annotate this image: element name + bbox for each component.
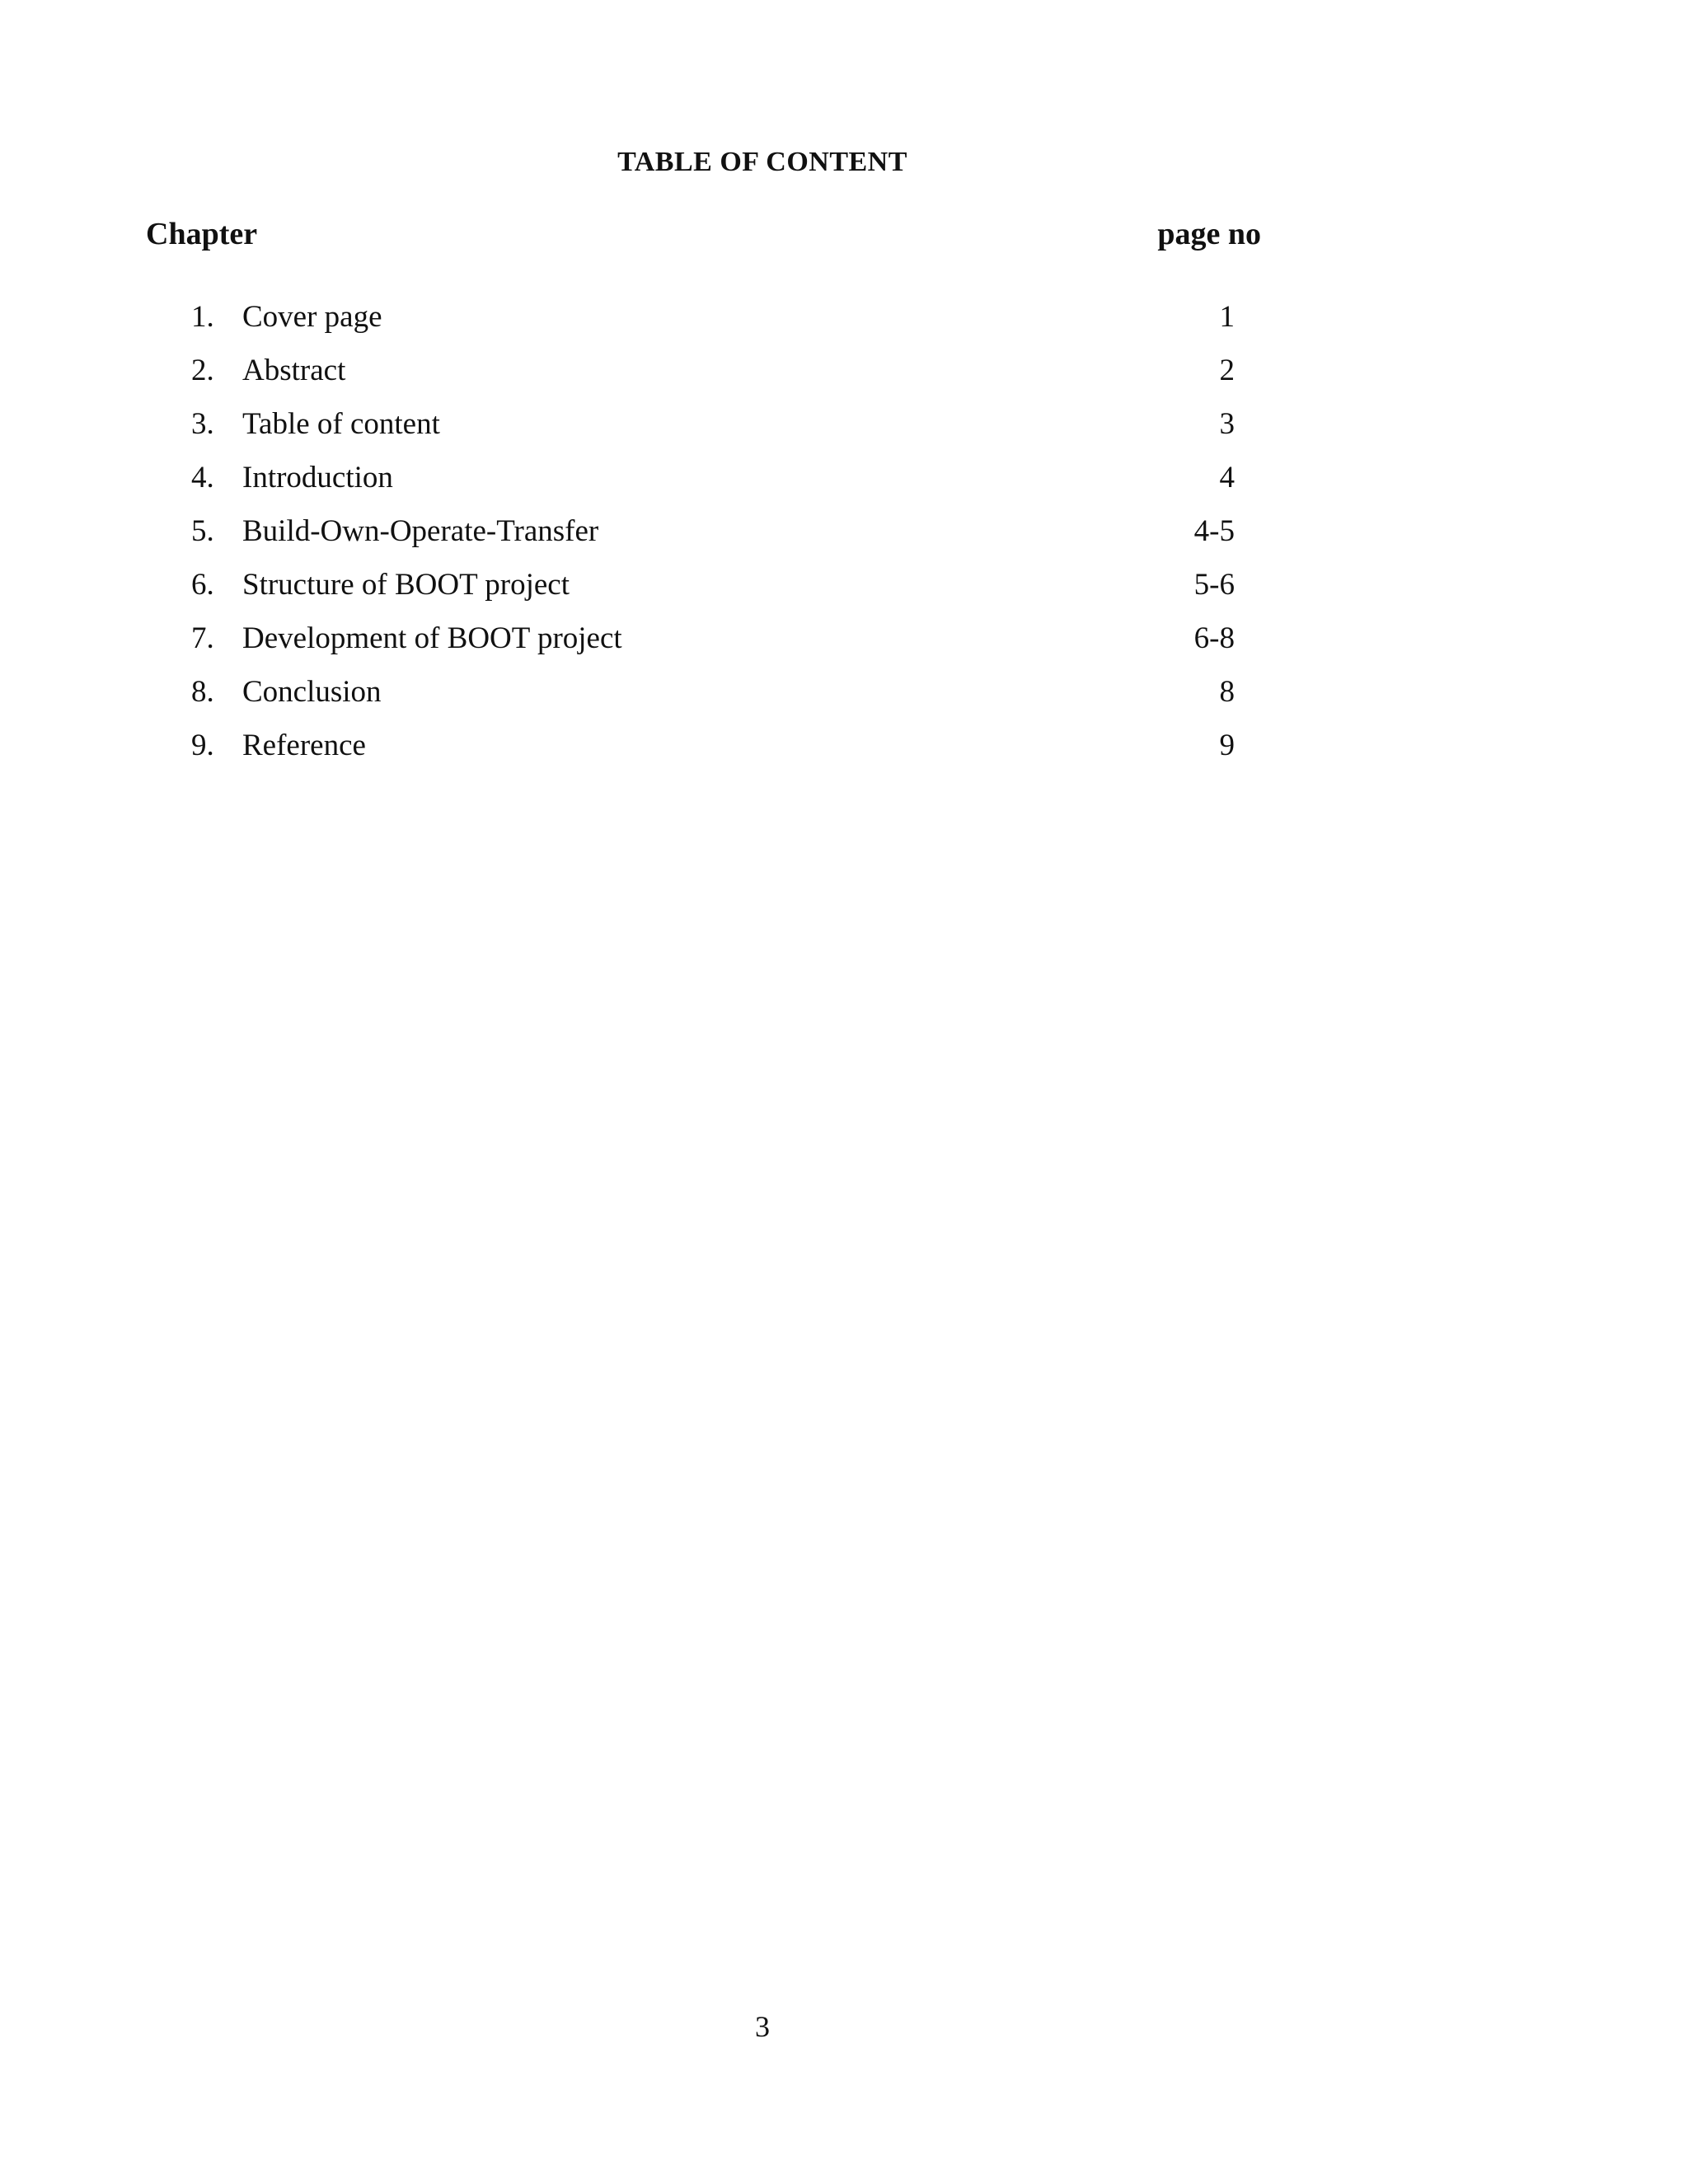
toc-entry-label: Table of content <box>242 407 440 441</box>
toc-entry-label: Introduction <box>242 461 393 494</box>
toc-entry <box>191 513 1235 567</box>
toc-title: TABLE OF CONTENT <box>617 147 907 177</box>
toc-entry-number: 7. <box>191 621 214 655</box>
toc-entry-label: Abstract <box>242 354 346 387</box>
toc-entry-page: 1 <box>1219 300 1235 334</box>
page-number: 3 <box>755 2010 770 2043</box>
toc-entry-page: 6-8 <box>1193 621 1235 655</box>
toc-entry-page: 4 <box>1219 461 1235 494</box>
toc-entry-page: 4-5 <box>1193 514 1235 548</box>
toc-entry <box>191 353 1235 406</box>
toc-entry-number: 2. <box>191 354 214 387</box>
toc-entry-number: 4. <box>191 461 214 494</box>
toc-entry-page: 8 <box>1219 675 1235 709</box>
toc-entry-label: Development of BOOT project <box>242 621 622 655</box>
toc-entry-label: Build-Own-Operate-Transfer <box>242 514 599 548</box>
toc-list <box>191 299 1235 781</box>
toc-entry-page: 9 <box>1219 729 1235 762</box>
toc-entry-label: Cover page <box>242 300 382 334</box>
toc-entry <box>191 299 1235 353</box>
toc-entry-page: 5-6 <box>1193 568 1235 602</box>
chapter-column-header: Chapter <box>146 217 258 251</box>
toc-entry <box>191 728 1235 781</box>
toc-entry-number: 9. <box>191 729 214 762</box>
toc-entry <box>191 621 1235 674</box>
toc-entry-page: 2 <box>1219 354 1235 387</box>
toc-entry-label: Conclusion <box>242 675 382 709</box>
toc-entry-number: 5. <box>191 514 214 548</box>
toc-entry-number: 6. <box>191 568 214 602</box>
toc-entry-label: Reference <box>242 729 366 762</box>
toc-entry-label: Structure of BOOT project <box>242 568 570 602</box>
toc-entry <box>191 406 1235 460</box>
toc-entry-number: 3. <box>191 407 214 441</box>
toc-entry <box>191 460 1235 513</box>
toc-entry-number: 1. <box>191 300 214 334</box>
toc-entry <box>191 567 1235 621</box>
toc-entry-page: 3 <box>1219 407 1235 441</box>
page-no-column-header: page no <box>1157 217 1261 251</box>
toc-entry <box>191 674 1235 728</box>
toc-entry-number: 8. <box>191 675 214 709</box>
